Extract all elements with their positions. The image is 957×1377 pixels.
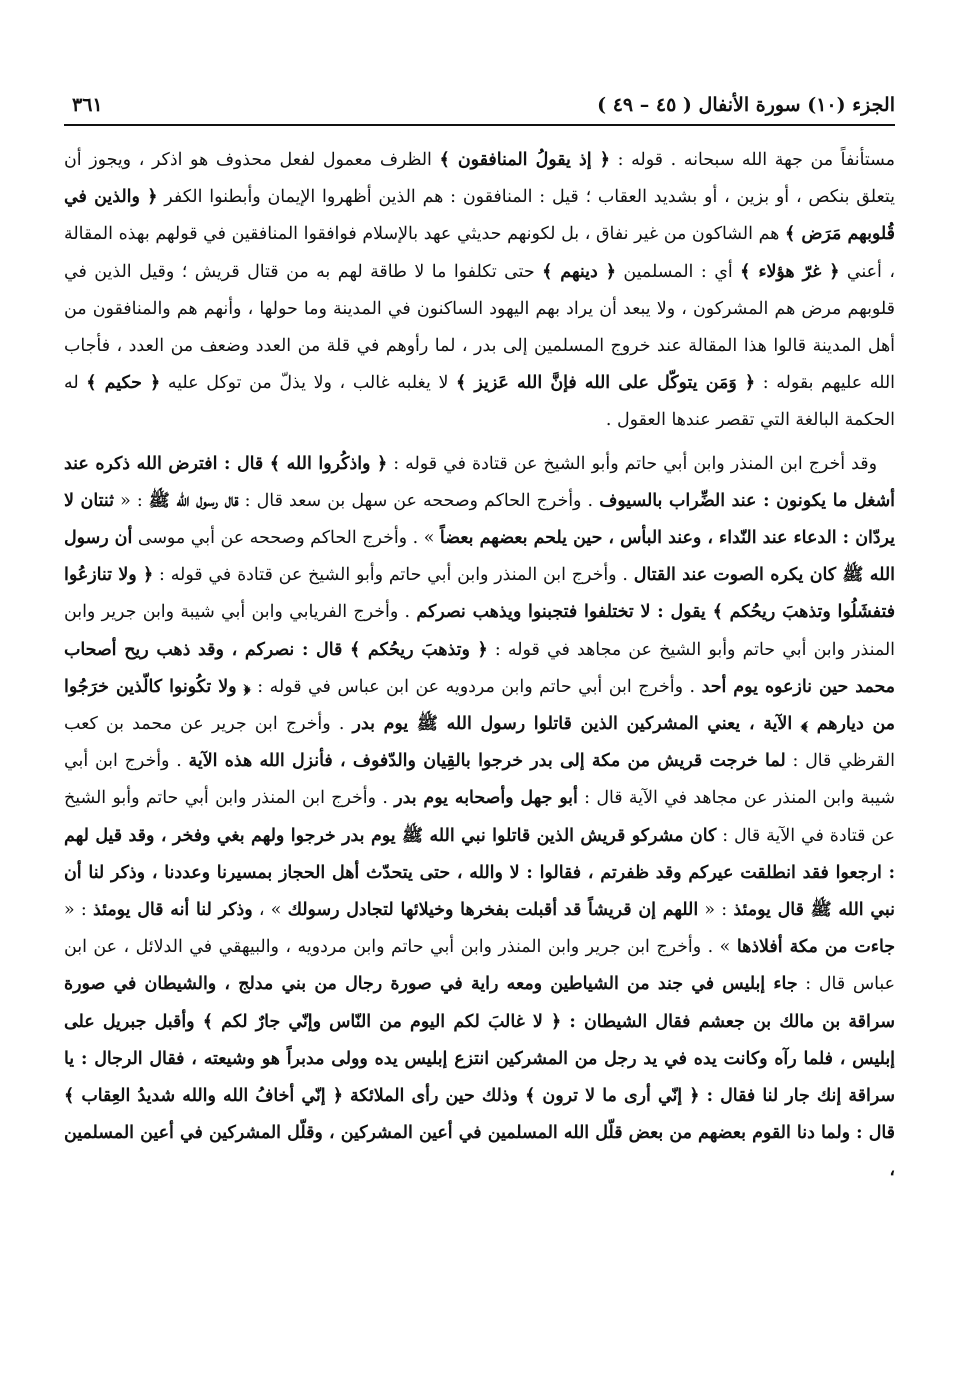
page-number: ٣٦١ bbox=[72, 94, 103, 116]
emphasized-text: ﴿ إذ يقولُ المنافقون ﴾ bbox=[439, 150, 610, 170]
text-run: هم الشاكون من غير نفاق ، بل لكونهم حديثي عهد بالإسلام فوافقوا المنافقين في قولهم بهذه المقالة ، أعني bbox=[64, 224, 895, 282]
emphasized-text: ﴿ والذين في قُلوبهم مَرَض ﴾ bbox=[64, 187, 895, 245]
text-run: . وأخرج الحاكم وصححه عن سهل بن سعد قال : bbox=[238, 490, 600, 511]
text-run: . وأخرج ابن المنذر وابن أبي حاتم وأبو الشيخ عن قتادة في قوله : bbox=[153, 565, 634, 586]
text-run: . وأخرج ابن أبي حاتم وابن مردويه عن ابن عباس في قوله : bbox=[250, 676, 702, 697]
text-run: » . وأخرج ابن جرير وابن المنذر وابن أبي حاتم وابن مردويه ، والبيهقي في الدلائل ، عن ابن عباس قال : bbox=[64, 937, 896, 995]
text-run: . وأخرج ابن جرير عن محمد بن كعب القرظي قال : bbox=[64, 714, 895, 772]
emphasized-text: جاء إبليس في جند من الشياطين ومعه راية في صورة رجال من بني مدلج ، والشيطان في صورة سراقة بن مالك بن جعشم فقال الشيطان : ﴿ لا غالبَ لكم اليوم من النّاس وإنّي جارٌ لكم ﴾ وأقبل جبريل على إبليس ، فلما رآه وكانت يده في يد رجل من المشركين انتزع إبليس يده وولى مدبراً هو وشيعته ، فقال الرجال : يا سراقة إنك جار لنا فقال : ﴿ إنّي أرى ما لا ترون ﴾ وذلك حين رأى الملائكة ﴿ إنّي أخافُ الله والله شديدُ العِقاب ﴾ قال : ولما دنا القوم بعضهم من بعض قلّل الله المسلمين في أعين المشركين ، وقلّل المشركين في أعين المسلمين ، bbox=[64, 974, 895, 1181]
emphasized-text: أبو جهل وأصحابه يوم بدر bbox=[394, 788, 578, 809]
emphasized-text: وذكر لنا أنه قال يومئذ bbox=[92, 900, 253, 921]
text-run: : « bbox=[698, 900, 734, 921]
emphasized-text: ﴿ وتذهبَ ريحُكم ﴾ قال : نصركم ، وقد ذهب ريح أصحاب محمد حين نازعوه يوم أحد bbox=[64, 639, 895, 697]
emphasized-text: ثنتان لا يردّان : الدعاء عند النّداء ، وعند البأس ، حين يلحم بعضهم بعضاً bbox=[64, 490, 895, 549]
emphasized-text: اللهم إن قريشاً قد أقبلت بفخرها وخيلائها لتجادل رسولك bbox=[287, 900, 699, 921]
text-run: وقد أخرج ابن المنذر وابن أبي حاتم وأبو الشيخ عن قتادة في قوله : bbox=[387, 453, 877, 474]
emphasized-text: ﴿ ولا تنازعُوا فتفشَلُوا وتذهبَ ريحُكم ﴾ يقول : لا تختلفوا فتجبنوا ويذهب نصركم bbox=[64, 565, 896, 623]
emphasized-text: ﴿ وَمَن يتوكّل على الله فإنَّ الله عَزيز ﴾ bbox=[456, 373, 756, 394]
emphasized-text: ﴿ غرّ هؤلاء ﴾ bbox=[740, 261, 840, 282]
emphasized-text: كان مشركو قريش الذين قاتلوا نبي الله ﷺ يوم بدر خرجوا ولهم بغي وفخر ، وقد قيل لهم : ارجعوا فقد انطلقت عيركم وقد ظفرتم ، فقالوا : لا والله ، حتى يتحدّث أهل الحجاز بمسيرنا وعددنا ، وذكر لنا أن نبي الله ﷺ قال يومئذ bbox=[64, 825, 895, 921]
emphasized-text: ﴿ دينهم ﴾ bbox=[542, 261, 616, 282]
emphasized-text: ﴿ ولا تكُونوا كالّذين خرَجُوا من ديارهم ﴾ الآية ، يعني المشركين الذين قاتلوا رسول الله ﷺ يوم بدر bbox=[64, 676, 895, 735]
emphasized-text: قال رسول الله ﷺ bbox=[148, 490, 239, 511]
paragraph-narrations bbox=[64, 446, 895, 1190]
header-title: الجزء (١٠) سورة الأنفال ( ٤٥ – ٤٩ ) bbox=[597, 94, 895, 116]
body-text bbox=[64, 142, 895, 1190]
text-run: : « bbox=[113, 490, 149, 511]
text-run: حتى تكلفوا ما لا طاقة لهم به من قتال قريش ؛ وقيل الذين في قلوبهم مرض هم المشركون ، ولا يبعد أن يراد بهم اليهود الساكنون في المدينة وما حولها ، وأنهم هم والمنافقون من أهل المدينة قالوا هذا المقالة عند خروج المسلمين إلى بدر ، لما رأوهم في قلة من العدد وضعف من العدد ، فأجاب الله عليهم بقوله : bbox=[64, 261, 896, 394]
emphasized-text: أن رسول الله ﷺ كان يكره الصوت عند القتال bbox=[64, 528, 895, 586]
text-run: . وأخرج ابن المنذر وابن أبي حاتم وأبو الشيخ عن قتادة في الآية قال : bbox=[64, 788, 895, 846]
text-run: أي : المسلمين bbox=[615, 261, 741, 282]
text-run: . وأخرج الفريابي وابن أبي شيبة وابن جرير وابن المنذر وابن أبي حاتم وأبو الشيخ عن مجاهد في قوله : bbox=[64, 602, 895, 660]
text-run: الظرف معمول لفعل محذوف هو اذكر ، ويجوز أن يتعلق بنكص ، أو بزين ، أو بشديد العقاب ؛ قيل : المنافقون : هم الذين أظهروا الإيمان وأبطنوا الكفر bbox=[64, 150, 896, 208]
text-run: : « bbox=[64, 900, 93, 921]
text-run: » ، bbox=[252, 900, 288, 921]
text-run: » . وأخرج الحاكم وصححه عن أبي موسى bbox=[132, 528, 440, 549]
text-run: مستأنفاً من جهة الله سبحانه . قوله : bbox=[609, 150, 895, 170]
paragraph-commentary bbox=[64, 142, 895, 440]
text-run: لا يغلبه غالب ، ولا يذلّ من توكل عليه bbox=[160, 373, 457, 394]
emphasized-text: لما خرجت قريش من مكة إلى بدر خرجوا بالقِيان والدّفوف ، فأنزل الله هذه الآية bbox=[188, 751, 786, 772]
emphasized-text: ﴿ واذكُروا الله ﴾ قال : افترض الله ذكره عند أشغل ما يكونون : عند الضِّراب بالسيوف bbox=[64, 453, 895, 511]
header-rule bbox=[64, 124, 895, 126]
text-run: . وأخرج ابن أبي شيبة وابن المنذر عن مجاهد في الآية قال : bbox=[64, 751, 895, 809]
running-header bbox=[64, 92, 895, 126]
emphasized-text: جاءت من مكة أفلاذها bbox=[736, 937, 895, 958]
text-run: له الحكمة البالغة التي تقصر عندها العقول . bbox=[64, 373, 895, 431]
emphasized-text: ﴿ حكيم ﴾ bbox=[86, 373, 161, 394]
